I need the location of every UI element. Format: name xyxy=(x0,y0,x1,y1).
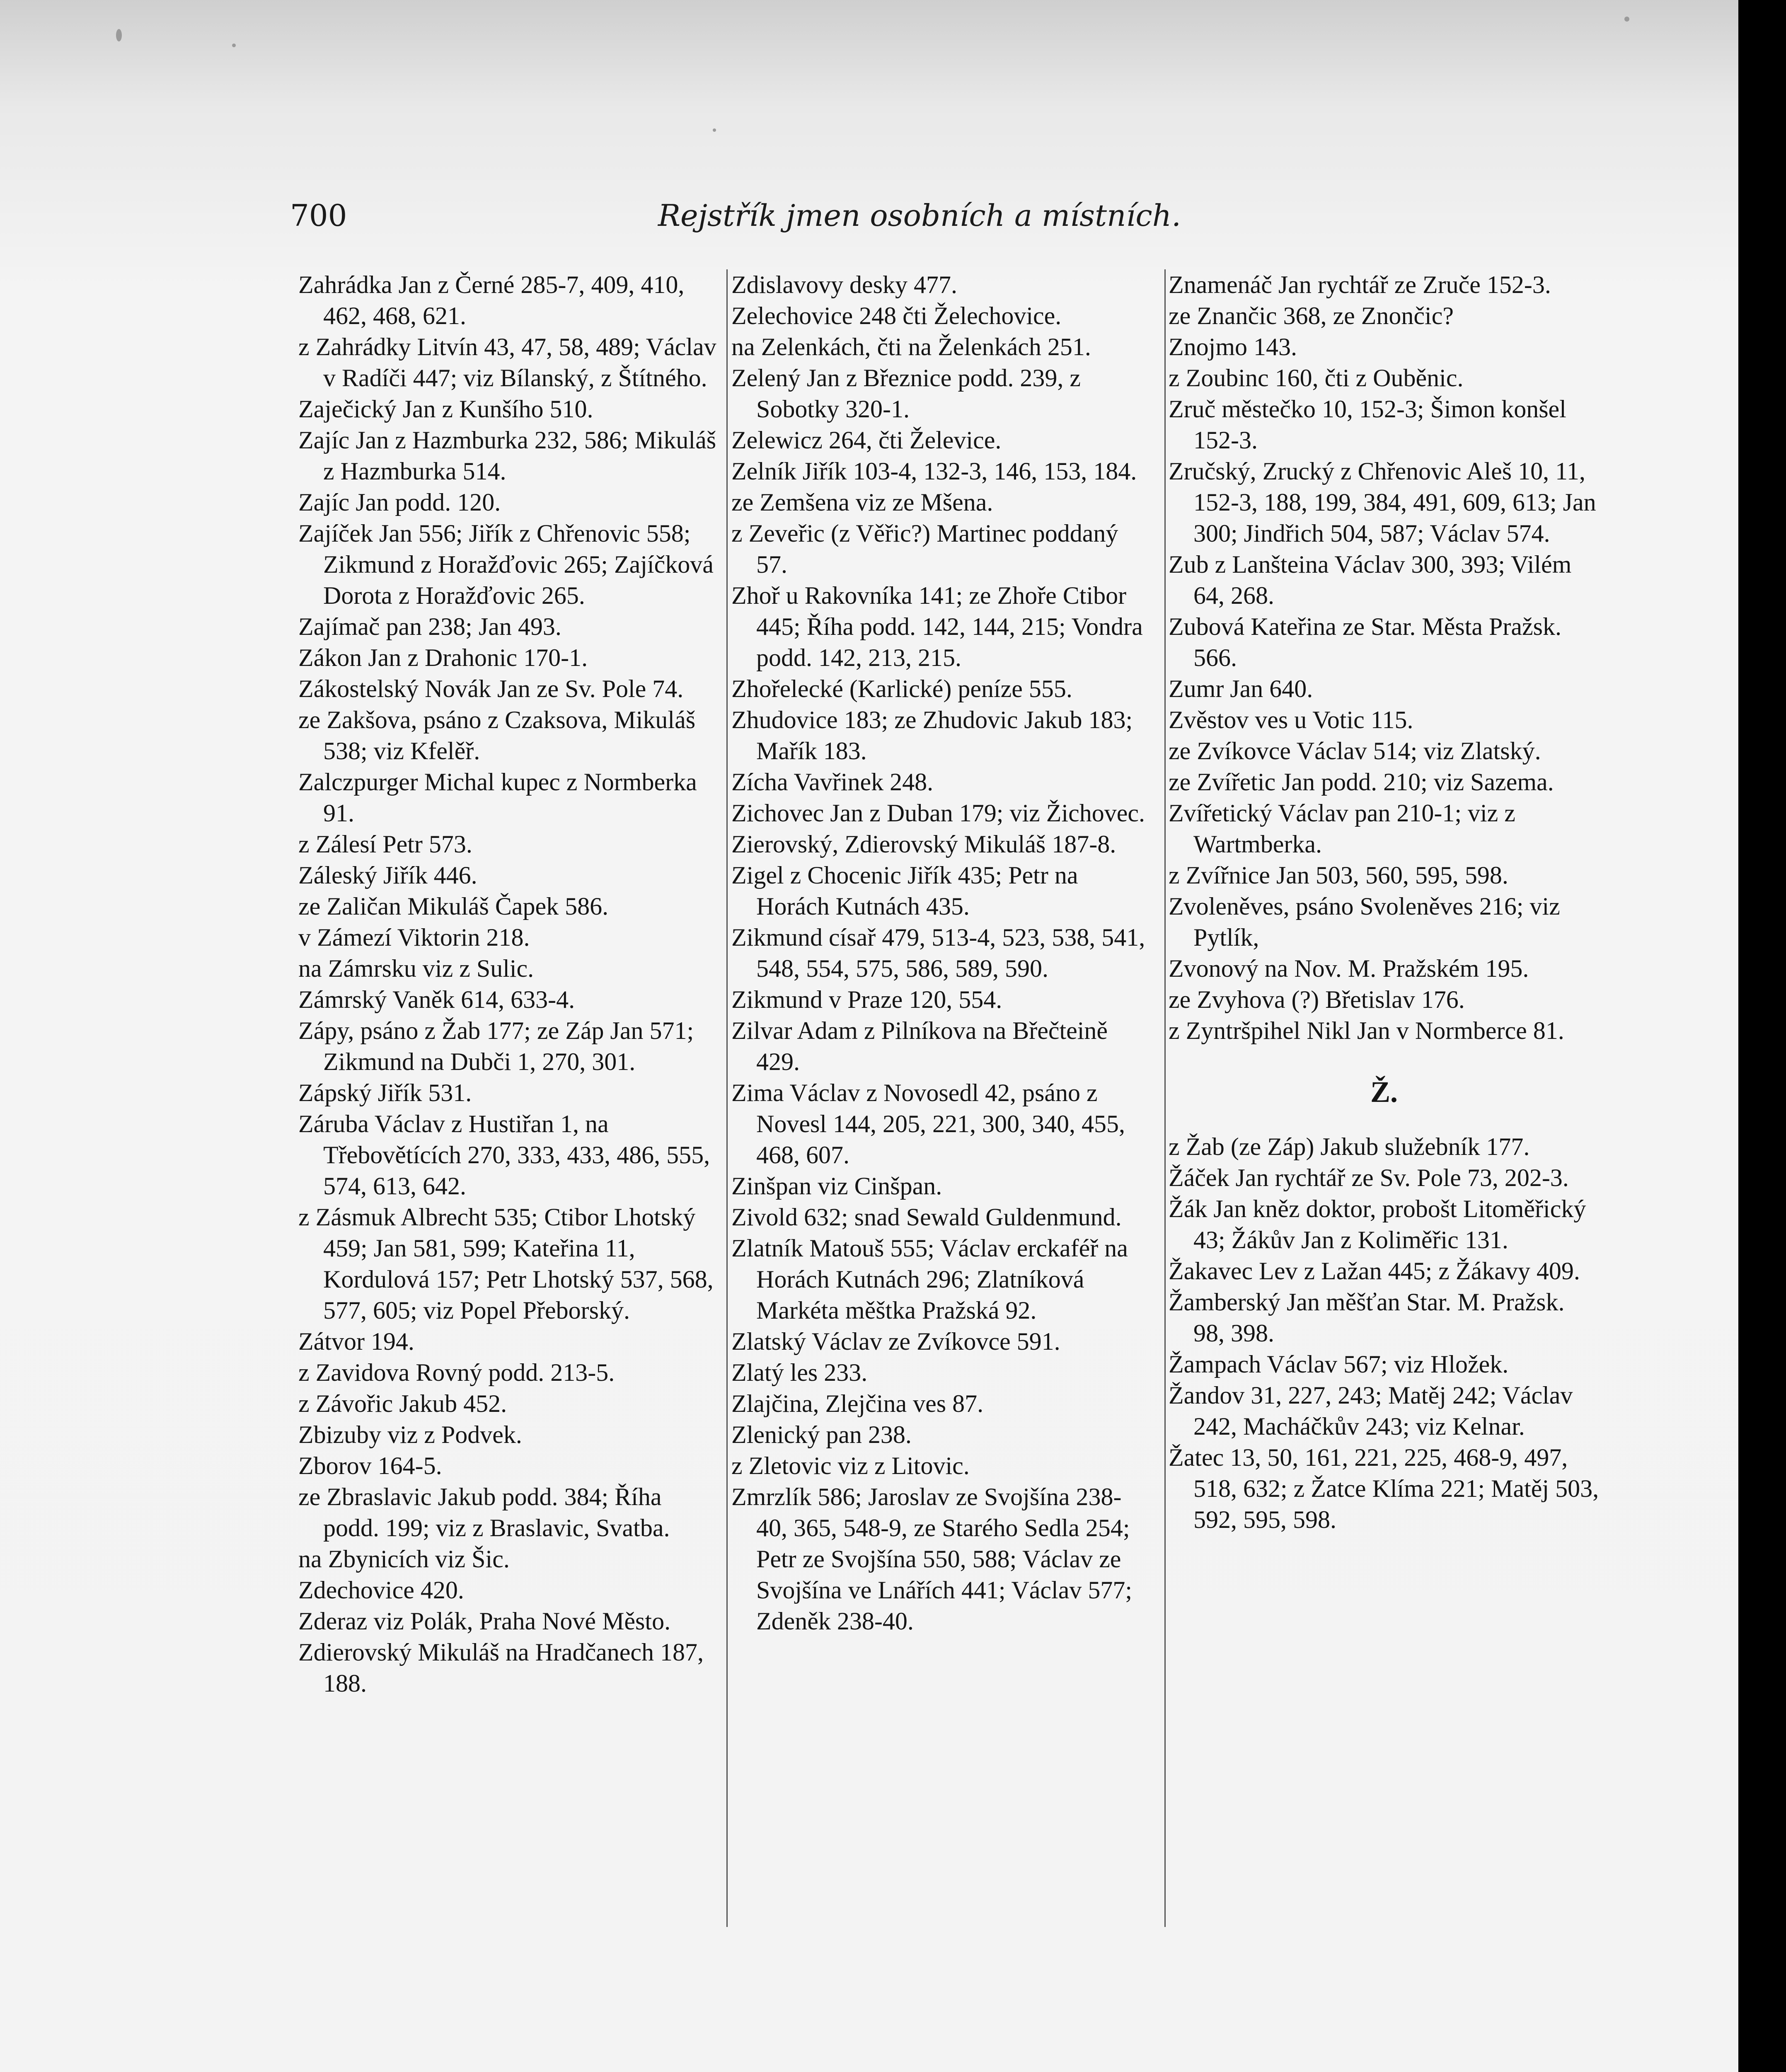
index-entry: Zelechovice 248 čti Želechovice. xyxy=(731,302,1062,329)
index-entry: Žakavec Lev z Lažan 445; z Žákavy 409. xyxy=(1169,1257,1580,1285)
index-entry: Záleský Jiřík 446. xyxy=(298,862,477,889)
index-entry: z Zásmuk Albrecht 535; Ctibor Lhotský 459; Jan 581, 599; Kateřina 11, Kordulová 157; Petr Lhotský 537, 568, 577, 605; viz Popel Přeborský. xyxy=(298,1203,714,1324)
index-entry: Zdislavovy desky 477. xyxy=(731,271,957,298)
index-column-3 xyxy=(1169,269,1600,1535)
index-entry: Zhudovice 183; ze Zhudovic Jakub 183; Mařík 183. xyxy=(731,706,1133,765)
index-entry: Zajímač pan 238; Jan 493. xyxy=(298,613,561,640)
index-entry: Žandov 31, 227, 243; Matěj 242; Václav 242, Macháčkův 243; viz Kelnar. xyxy=(1169,1382,1573,1440)
index-entry: na Zbynicích viz Šic. xyxy=(298,1545,510,1573)
index-entry: Zelený Jan z Březnice podd. 239, z Sobotky 320-1. xyxy=(731,364,1081,423)
index-entry: Zichovec Jan z Duban 179; viz Žichovec. xyxy=(731,799,1145,827)
index-entry: ze Zakšova, psáno z Czaksova, Mikuláš 538; viz Kfelěř. xyxy=(298,706,696,765)
index-entry: Zvířetický Václav pan 210-1; viz z Wartmberka. xyxy=(1169,799,1515,858)
scan-speck xyxy=(116,29,122,41)
index-entry: Zajíček Jan 556; Jiřík z Chřenovic 558; Zikmund z Horažďovic 265; Zajíčková Dorota z Horažďovic 265. xyxy=(298,520,714,609)
index-entry: z Zyntršpihel Nikl Jan v Normberce 81. xyxy=(1169,1017,1564,1044)
index-entry: z Zletovic viz z Litovic. xyxy=(731,1452,970,1479)
index-entry: Zvěstov ves u Votic 115. xyxy=(1169,706,1413,733)
index-entry: z Zoubinc 160, čti z Ouběnic. xyxy=(1169,364,1464,392)
index-entry: ze Zaličan Mikuláš Čapek 586. xyxy=(298,893,609,920)
index-entry: Zlatský Václav ze Zvíkovce 591. xyxy=(731,1328,1060,1355)
index-entry: Zdierovský Mikuláš na Hradčanech 187, 188. xyxy=(298,1639,704,1697)
index-entry: Zigel z Chocenic Jiřík 435; Petr na Horách Kutnách 435. xyxy=(731,862,1078,920)
index-entry: ze Zemšena viz ze Mšena. xyxy=(731,489,993,516)
index-entry: Zborov 164-5. xyxy=(298,1452,442,1479)
index-entry: Znamenáč Jan rychtář ze Zruče 152-3. xyxy=(1169,271,1551,298)
index-entry: z Zahrádky Litvín 43, 47, 58, 489; Václav v Radíči 447; viz Bílanský, z Štítného. xyxy=(298,333,716,392)
scan-speck xyxy=(232,44,236,47)
index-entry: z Zavidova Rovný podd. 213-5. xyxy=(298,1359,615,1386)
index-entry: Žatec 13, 50, 161, 221, 225, 468-9, 497, 518, 632; z Žatce Klíma 221; Matěj 503, 592, 595, 598. xyxy=(1169,1444,1599,1533)
index-entry: Zápský Jiřík 531. xyxy=(298,1079,472,1106)
index-column-2 xyxy=(731,269,1150,1637)
index-entry: ze Zvyhova (?) Břetislav 176. xyxy=(1169,986,1465,1013)
scan-edge-right xyxy=(1738,0,1786,2072)
index-entry: Zlatý les 233. xyxy=(731,1359,868,1386)
index-entry: Zákostelský Novák Jan ze Sv. Pole 74. xyxy=(298,675,684,702)
page-header xyxy=(290,195,1181,240)
index-entry: Zinšpan viz Cinšpan. xyxy=(731,1172,942,1200)
index-entry: Zhořelecké (Karlické) peníze 555. xyxy=(731,675,1072,702)
index-entry: Zivold 632; snad Sewald Guldenmund. xyxy=(731,1203,1122,1231)
index-entry: Zub z Lanšteina Václav 300, 393; Vilém 64, 268. xyxy=(1169,551,1572,609)
index-entry: Zdechovice 420. xyxy=(298,1576,464,1604)
index-entry: z Zeveřic (z Věřic?) Martinec poddaný 57. xyxy=(731,520,1118,578)
index-entry: z Zálesí Petr 573. xyxy=(298,830,472,858)
index-column-1 xyxy=(298,269,719,1699)
index-entry: ze Znančic 368, ze Znončic? xyxy=(1169,302,1454,329)
index-entry: Zručský, Zrucký z Chřenovic Aleš 10, 11, 152-3, 188, 199, 384, 491, 609, 613; Jan 300; Jindřich 504, 587; Václav 574. xyxy=(1169,457,1596,547)
index-entry: Zícha Vavřinek 248. xyxy=(731,768,934,796)
index-entry: Zajíc Jan z Hazmburka 232, 586; Mikuláš z Hazmburka 514. xyxy=(298,426,716,485)
index-entry: z Závořic Jakub 452. xyxy=(298,1390,507,1417)
index-entry: Žampach Václav 567; viz Hložek. xyxy=(1169,1351,1509,1378)
index-entry: Zvonový na Nov. M. Pražském 195. xyxy=(1169,955,1529,982)
index-entry: Zahrádka Jan z Černé 285-7, 409, 410, 462, 468, 621. xyxy=(298,271,685,329)
page-number: 700 xyxy=(290,198,347,233)
index-entry: Zaječický Jan z Kunšího 510. xyxy=(298,395,593,423)
index-entry: Zlatník Matouš 555; Václav erckaféř na Horách Kutnách 296; Zlatníková Markéta měštka Pražská 92. xyxy=(731,1234,1128,1324)
index-entry: Zilvar Adam z Pilníkova na Břečteině 429. xyxy=(731,1017,1108,1075)
index-entry: z Zvířnice Jan 503, 560, 595, 598. xyxy=(1169,862,1508,889)
index-entry: Zajíc Jan podd. 120. xyxy=(298,489,501,516)
index-entry: Znojmo 143. xyxy=(1169,333,1297,361)
index-entry: ze Zbraslavic Jakub podd. 384; Říha podd. 199; viz z Braslavic, Svatba. xyxy=(298,1483,670,1542)
index-entry: Žák Jan kněz doktor, probošt Litoměřický 43; Žákův Jan z Koliměřic 131. xyxy=(1169,1195,1586,1254)
index-entry: ze Zvíkovce Václav 514; viz Zlatský. xyxy=(1169,737,1541,765)
index-entry: Zlajčina, Zlejčina ves 87. xyxy=(731,1390,984,1417)
scan-speck xyxy=(1624,17,1629,22)
index-entry: Zelník Jiřík 103-4, 132-3, 146, 153, 184. xyxy=(731,457,1137,485)
index-entry: z Žab (ze Záp) Jakub služebník 177. xyxy=(1169,1133,1530,1160)
index-entry: Zubová Kateřina ze Star. Města Pražsk. 566. xyxy=(1169,613,1562,671)
index-entry: ze Zvířetic Jan podd. 210; viz Sazema. xyxy=(1169,768,1554,796)
scan-speck xyxy=(713,128,716,132)
index-entry: Zámrský Vaněk 614, 633-4. xyxy=(298,986,575,1013)
index-entry: Zikmund v Praze 120, 554. xyxy=(731,986,1002,1013)
index-entry: na Zelenkách, čti na Želenkách 251. xyxy=(731,333,1091,361)
index-entry: Zlenický pan 238. xyxy=(731,1421,912,1448)
index-entry: Zruč městečko 10, 152-3; Šimon konšel 152-3. xyxy=(1169,395,1566,454)
index-entry: Zderaz viz Polák, Praha Nové Město. xyxy=(298,1607,671,1635)
index-entry: Zhoř u Rakovníka 141; ze Zhoře Ctibor 445; Říha podd. 142, 144, 215; Vondra podd. 142, 213, 215. xyxy=(731,582,1143,671)
index-entry: Zákon Jan z Drahonic 170-1. xyxy=(298,644,588,671)
index-entry: Zalczpurger Michal kupec z Normberka 91. xyxy=(298,768,697,827)
index-entry: Zierovský, Zdierovský Mikuláš 187-8. xyxy=(731,830,1116,858)
index-entry: Zátvor 194. xyxy=(298,1328,414,1355)
index-entry: Zvoleněves, psáno Svoleněves 216; viz Pytlík, xyxy=(1169,893,1560,951)
column-rule xyxy=(726,269,728,1927)
index-entry: Zbizuby viz z Podvek. xyxy=(298,1421,522,1448)
index-entry: Žamberský Jan měšťan Star. M. Pražsk. 98, 398. xyxy=(1169,1288,1565,1347)
section-heading: Ž. xyxy=(1370,1075,1398,1109)
index-entry: Zápy, psáno z Žab 177; ze Záp Jan 571; Zikmund na Dubči 1, 270, 301. xyxy=(298,1017,694,1075)
index-entry: Zumr Jan 640. xyxy=(1169,675,1313,702)
index-entry: Zikmund císař 479, 513-4, 523, 538, 541, 548, 554, 575, 586, 589, 590. xyxy=(731,924,1145,982)
running-title: Rejstřík jmen osobních a místních. xyxy=(658,198,1181,233)
index-entry: Zima Václav z Novosedl 42, psáno z Novesl 144, 205, 221, 300, 340, 455, 468, 607. xyxy=(731,1079,1125,1169)
index-entry: v Zámezí Viktorin 218. xyxy=(298,924,530,951)
index-entry: na Zámrsku viz z Sulic. xyxy=(298,955,534,982)
index-entry: Zelewicz 264, čti Želevice. xyxy=(731,426,1002,454)
index-entry: Žáček Jan rychtář ze Sv. Pole 73, 202-3. xyxy=(1169,1164,1569,1191)
index-entry: Zmrzlík 586; Jaroslav ze Svojšína 238-40, 365, 548-9, ze Starého Sedla 254; Petr ze Svojšína 550, 588; Václav ze Svojšína ve Lnářích 441; Václav 577; Zdeněk 238-40. xyxy=(731,1483,1133,1635)
column-rule xyxy=(1164,269,1166,1927)
index-entry: Záruba Václav z Hustiřan 1, na Třebovětících 270, 333, 433, 486, 555, 574, 613, 642. xyxy=(298,1110,710,1200)
